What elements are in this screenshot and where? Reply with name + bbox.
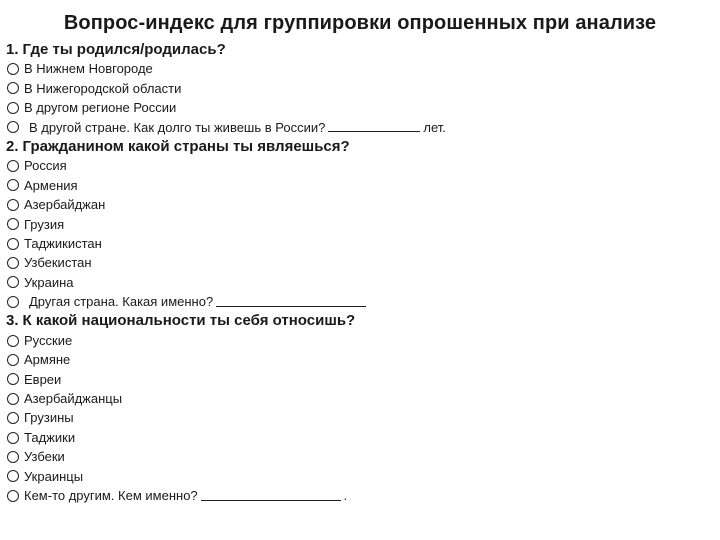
option-label: Таджики: [24, 429, 76, 445]
radio-button[interactable]: [7, 257, 19, 269]
radio-button[interactable]: [7, 470, 19, 482]
option-label: В Нижегородской области: [24, 80, 182, 96]
question-number: 1.: [6, 41, 19, 58]
option-label: Русские: [24, 332, 73, 348]
option-suffix: .: [343, 487, 348, 503]
radio-button[interactable]: [7, 238, 19, 250]
radio-button[interactable]: [7, 199, 19, 211]
option-label: Узбекистан: [24, 255, 92, 271]
radio-button[interactable]: [7, 373, 19, 385]
radio-button[interactable]: [7, 82, 19, 94]
years-blank-field[interactable]: [328, 118, 420, 132]
radio-button[interactable]: [7, 412, 19, 424]
option-tajikistan[interactable]: [6, 234, 714, 253]
option-azerbaijanis[interactable]: [6, 389, 714, 408]
page-title: Вопрос-индекс для группировки опрошенных при анализе: [63, 12, 657, 34]
option-label: Армения: [24, 177, 78, 193]
option-label: Украина: [24, 274, 74, 290]
option-georgia[interactable]: [6, 215, 714, 234]
option-other-nationality[interactable]: [6, 486, 714, 505]
question-text: Где ты родился/родилась?: [22, 41, 226, 58]
radio-button[interactable]: [7, 490, 19, 502]
option-label: В другом регионе России: [24, 100, 177, 116]
question-3-options: [6, 331, 714, 506]
option-label: Азербайджанцы: [24, 391, 123, 407]
question-text: К какой национальности ты себя относишь?: [22, 312, 356, 330]
option-label: Украинцы: [24, 468, 84, 484]
option-label: В другой стране. Как долго ты живешь в России?: [29, 119, 326, 135]
option-label: Другая страна. Какая именно?: [29, 294, 214, 310]
option-ukrainians[interactable]: [6, 467, 714, 486]
question-1-options: [6, 59, 714, 137]
radio-button[interactable]: [7, 102, 19, 114]
option-ukraine[interactable]: [6, 273, 714, 292]
option-jews[interactable]: [6, 370, 714, 389]
radio-button[interactable]: [7, 218, 19, 230]
country-blank-field[interactable]: [216, 293, 366, 307]
radio-button[interactable]: [7, 63, 19, 75]
option-label: В Нижнем Новгороде: [24, 61, 153, 77]
option-label: Грузины: [24, 410, 74, 426]
question-2: [6, 137, 714, 156]
radio-button[interactable]: [7, 432, 19, 444]
radio-button[interactable]: [7, 335, 19, 347]
question-number: 3.: [6, 312, 19, 330]
option-label: Азербайджан: [24, 197, 106, 213]
radio-button[interactable]: [7, 296, 19, 308]
radio-button[interactable]: [7, 393, 19, 405]
option-other-country[interactable]: [6, 118, 714, 137]
option-uzbekistan[interactable]: [6, 253, 714, 272]
option-nizhny-novgorod[interactable]: [6, 59, 714, 78]
question-number: 2.: [6, 137, 19, 155]
option-other-citizenship[interactable]: [6, 292, 714, 311]
nationality-blank-field[interactable]: [201, 487, 341, 501]
question-2-options: [6, 156, 714, 311]
option-label: Грузия: [24, 216, 65, 232]
question-3: [6, 311, 714, 330]
radio-button[interactable]: [7, 160, 19, 172]
radio-button[interactable]: [7, 121, 19, 133]
option-armenia[interactable]: [6, 176, 714, 195]
option-label: Евреи: [24, 371, 62, 387]
option-other-russian-region[interactable]: [6, 98, 714, 117]
question-text: Гражданином какой страны ты являешься?: [22, 137, 350, 155]
radio-button[interactable]: [7, 276, 19, 288]
option-russia[interactable]: [6, 156, 714, 175]
option-label: Узбеки: [24, 449, 65, 465]
option-label: Армяне: [24, 352, 71, 368]
radio-button[interactable]: [7, 354, 19, 366]
option-label: Кем-то другим. Кем именно?: [24, 487, 198, 503]
option-azerbaijan[interactable]: [6, 195, 714, 214]
option-nizhny-region[interactable]: [6, 79, 714, 98]
option-label: Россия: [24, 158, 67, 174]
option-suffix: лет.: [423, 119, 446, 135]
radio-button[interactable]: [7, 179, 19, 191]
radio-button[interactable]: [7, 451, 19, 463]
option-uzbeks[interactable]: [6, 447, 714, 466]
option-russians[interactable]: [6, 331, 714, 350]
option-label: Таджикистан: [24, 235, 102, 251]
option-tajiks[interactable]: [6, 428, 714, 447]
option-georgians[interactable]: [6, 408, 714, 427]
question-1: [6, 40, 714, 59]
option-armenians[interactable]: [6, 350, 714, 369]
questionnaire: [6, 40, 714, 505]
